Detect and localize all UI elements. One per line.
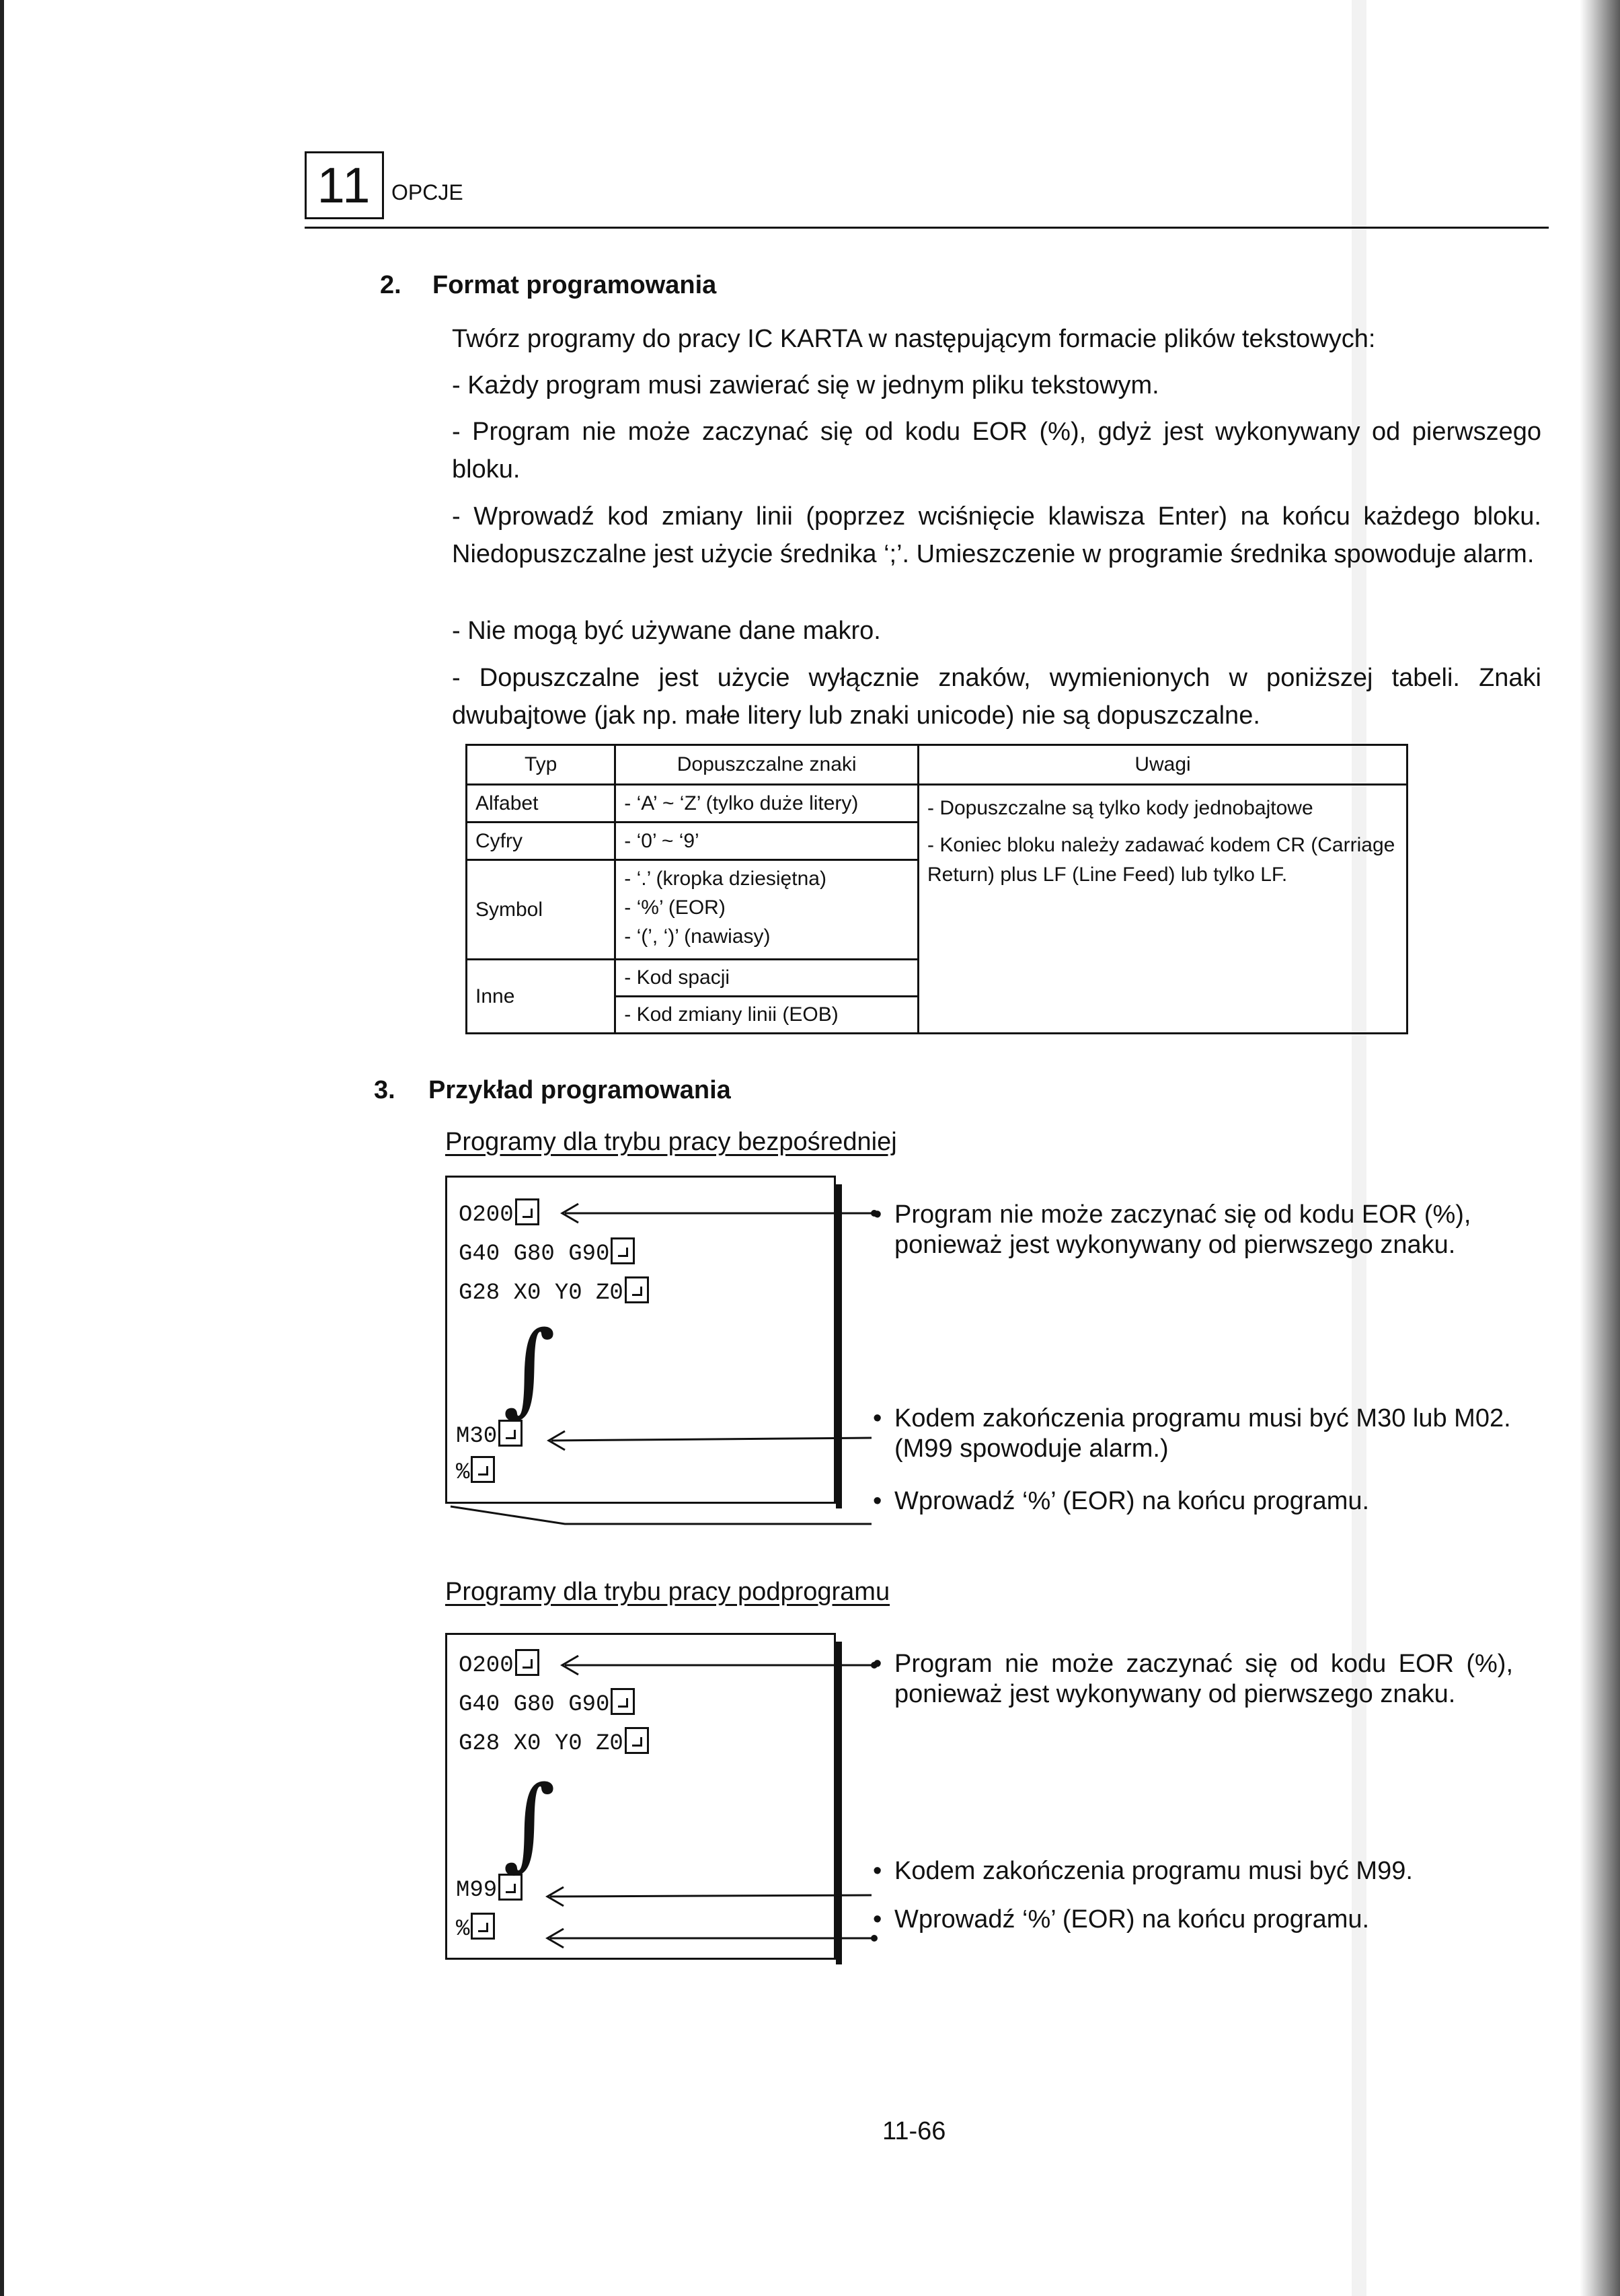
table-note: - Koniec bloku należy zadawać kodem CR (Carriage Return) plus LF (Line Feed) lub tylko LF. — [927, 834, 1395, 886]
table-cell-type: Alfabet — [467, 785, 615, 822]
header-divider — [305, 227, 1549, 229]
table-cell-chars: - ‘A’ ~ ‘Z’ (tylko duże litery) — [615, 785, 919, 822]
rule-item: - Każdy program musi zawierać się w jednym pliku tekstowym. — [452, 371, 1159, 399]
section-2-number: 2. — [380, 271, 401, 299]
code-line: M30 — [456, 1417, 523, 1456]
code-line: M99 — [456, 1871, 523, 1910]
chapter-title: OPCJE — [391, 180, 463, 204]
table-header: Uwagi — [919, 745, 1407, 785]
example-2-note: • Wprowadź ‘%’ (EOR) na końcu programu. — [894, 1905, 1513, 1935]
table-cell-chars — [615, 860, 919, 960]
code-line: % — [456, 1456, 523, 1490]
example-1-note: • Kodem zakończenia programu musi być M30 lub M02. (M99 spowoduje alarm.) — [894, 1404, 1513, 1464]
symbol-item: - ‘.’ (kropka dziesiętna) — [624, 868, 826, 890]
table-cell-chars — [615, 960, 919, 1034]
table-cell-type: Inne — [467, 960, 615, 1034]
scan-edge-right — [1580, 0, 1620, 2296]
example-1-note: • Program nie może zaczynać się od kodu EOR (%), ponieważ jest wykonywany od pierwszego znaku. — [894, 1200, 1500, 1260]
table-header: Dopuszczalne znaki — [615, 745, 919, 785]
page-number: 11-66 — [882, 2117, 946, 2145]
code-line: G40 G80 G90 — [459, 1685, 649, 1724]
table-header: Typ — [467, 745, 615, 785]
table-cell-type: Cyfry — [467, 822, 615, 860]
table-note: - Dopuszczalne są tylko kody jednobajtowe — [927, 797, 1313, 819]
continuation-brace-icon: ∫ — [503, 1765, 556, 1882]
code-line: G40 G80 G90 — [459, 1235, 649, 1274]
other-item: - Kod zmiany linii (EOB) — [624, 1003, 839, 1026]
scan-edge-left — [0, 0, 4, 2296]
example-1-note: • Wprowadź ‘%’ (EOR) na końcu programu. — [894, 1486, 1513, 1517]
code-line: G28 X0 Y0 Z0 — [459, 1724, 649, 1763]
other-item: - Kod spacji — [616, 960, 917, 997]
table-cell-notes — [919, 785, 1407, 1034]
chapter-number: 11 — [305, 151, 384, 219]
rule-item: - Wprowadź kod zmiany linii (poprzez wciśnięcie klawisza Enter) na końcu każdego bloku. Niedopuszczalne jest użycie średnika ‘;’. Umieszczenie w programie średnika spowoduje alarm. — [452, 502, 1541, 568]
example-1-arrows — [444, 1184, 901, 1533]
allowed-characters-table — [465, 744, 1408, 1034]
table-cell-chars: - ‘0’ ~ ‘9’ — [615, 822, 919, 860]
example-2-arrows — [444, 1641, 901, 1950]
section-3-title: Przykład programowania — [428, 1076, 731, 1104]
example-2-note: • Program nie może zaczynać się od kodu EOR (%), ponieważ jest wykonywany od pierwszego znaku. — [894, 1649, 1513, 1710]
section-2-title: Format programowania — [432, 271, 717, 299]
code-line: % — [456, 1910, 523, 1949]
code-line: O200 — [459, 1646, 649, 1685]
code-line: G28 X0 Y0 Z0 — [459, 1274, 649, 1313]
continuation-brace-icon: ∫ — [503, 1310, 556, 1427]
rule-item: - Nie mogą być używane dane makro. — [452, 617, 881, 645]
rule-item: - Program nie może zaczynać się od kodu EOR (%), gdyż jest wykonywany od pierwszego bloku. — [452, 418, 1541, 484]
section-2-intro: Twórz programy do pracy IC KARTA w następującym formacie plików tekstowych: — [452, 325, 1376, 353]
code-line: O200 — [459, 1196, 649, 1235]
rule-item: - Dopuszczalne jest użycie wyłącznie znaków, wymienionych w poniższej tabeli. Znaki dwubajtowe (jak np. małe litery lub znaki unicode) nie są dopuszczalne. — [452, 664, 1541, 730]
example-2-note: • Kodem zakończenia programu musi być M99. — [894, 1856, 1513, 1886]
section-3-number: 3. — [374, 1076, 395, 1104]
table-cell-type: Symbol — [467, 860, 615, 960]
example-1-subtitle: Programy dla trybu pracy bezpośredniej — [445, 1128, 897, 1156]
example-2-subtitle: Programy dla trybu pracy podprogramu — [445, 1578, 890, 1606]
symbol-item: - ‘%’ (EOR) — [624, 896, 726, 919]
symbol-item: - ‘(’, ‘)’ (nawiasy) — [624, 925, 771, 948]
